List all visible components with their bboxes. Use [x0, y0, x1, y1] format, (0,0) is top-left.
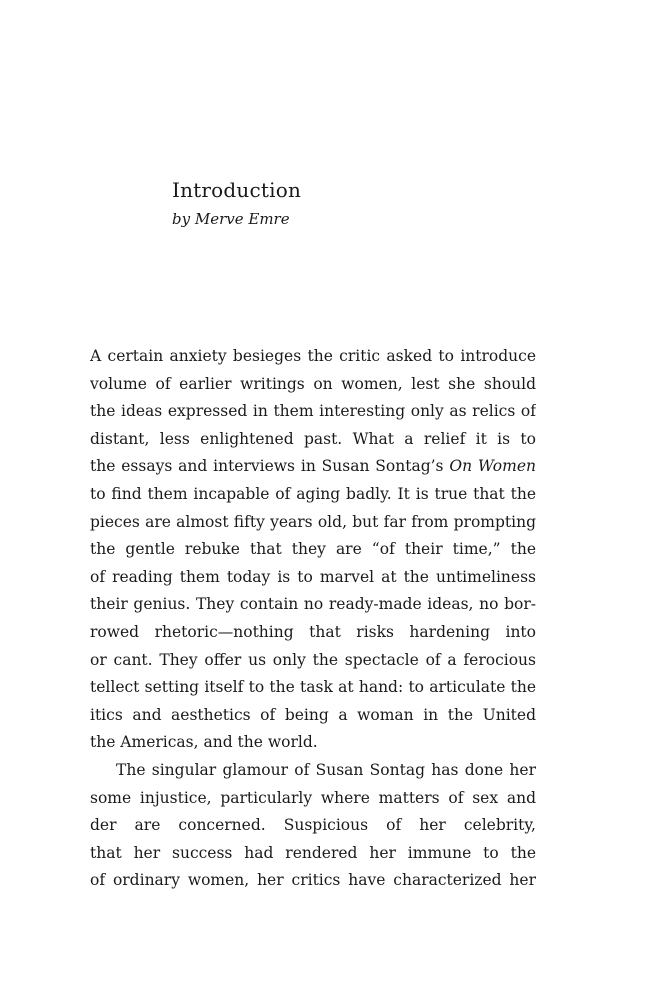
text-line: of ordinary women, her critics have characterized her [90, 871, 536, 890]
text-line: distant, less enlightened past. What a relief it is to [90, 429, 536, 448]
text-line: rowed rhetoric—nothing that risks hardening into [90, 622, 536, 641]
chapter-byline: by Merve Emre [172, 210, 290, 228]
text-line: that her success had rendered her immune to the [90, 843, 536, 862]
text-line: to find them incapable of aging badly. It is true that the [90, 484, 536, 503]
text-line: der are concerned. Suspicious of her celebrity, [90, 816, 536, 835]
text-line: volume of earlier writings on women, lest she should [90, 374, 536, 393]
chapter-title: Introduction [172, 178, 302, 202]
text-line: A certain anxiety besieges the critic asked to introduce [90, 347, 536, 365]
text-line: itics and aesthetics of being a woman in the United [90, 705, 536, 724]
text-line [90, 453, 536, 481]
text-line: of reading them today is to marvel at the untimeliness [90, 567, 536, 586]
text-line: the ideas expressed in them interesting only as relics of [90, 402, 536, 421]
text-segment: the essays and interviews in Susan Sontag’s [90, 457, 444, 476]
text-line: or cant. They offer us only the spectacle of a ferocious [90, 650, 536, 669]
book-title: On Women [449, 457, 536, 476]
text-line: some injustice, particularly where matters of sex and [90, 788, 536, 807]
text-line: the gentle rebuke that they are “of their time,” the [90, 540, 536, 559]
text-line: tellect setting itself to the task at hand: to articulate the [90, 678, 536, 697]
text-line: pieces are almost fifty years old, but far from prompting [90, 512, 536, 531]
body-text [90, 343, 536, 895]
text-line: The singular glamour of Susan Sontag has done her [116, 760, 536, 779]
text-line: their genius. They contain no ready-made ideas, no bor- [90, 595, 536, 614]
text-line: the Americas, and the world. [90, 733, 318, 752]
